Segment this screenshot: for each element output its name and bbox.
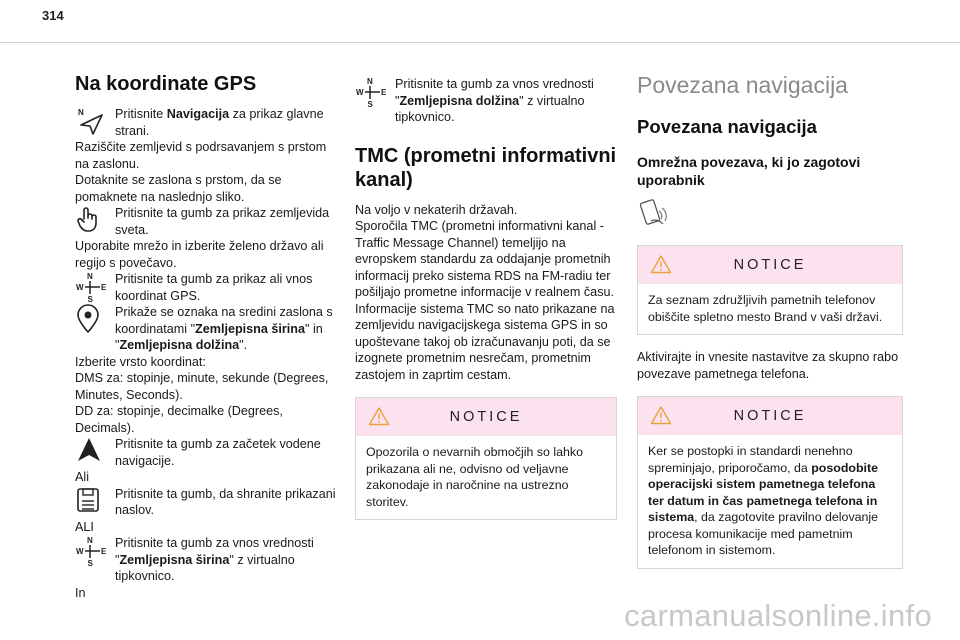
notice-body: Opozorila o nevarnih območjih so lahko prikazana ali ne, odvisno od veljavne zakonodaje in naročnine na ustrezno storitev. [366, 445, 583, 509]
svg-text:N: N [87, 536, 93, 545]
instruction-longitude-input: N W E S Pritisnite ta gumb za vnos vrednosti "Zemljepisna dolžina" z virtualno tipkovnico. [356, 77, 594, 124]
column-connected-navigation [637, 58, 903, 583]
warning-triangle-icon [650, 254, 672, 274]
svg-text:W: W [356, 88, 364, 97]
paragraph: DD za: stopinje, decimalke (Degrees, Decimals). [75, 404, 283, 435]
instruction-save-address: Pritisnite ta gumb, da shranite prikazani naslov. [75, 486, 343, 519]
paragraph: Na voljo v nekaterih državah. [355, 202, 518, 217]
guidance-arrow-icon [75, 436, 115, 469]
compass-icon [75, 271, 115, 304]
svg-text:S: S [87, 559, 93, 567]
svg-text:E: E [101, 283, 107, 292]
paragraph: In [75, 585, 86, 600]
svg-text:E: E [101, 547, 107, 556]
column-tmc [355, 58, 617, 534]
section-heading-connected: Povezana navigacija [637, 116, 817, 137]
notice-header [638, 246, 902, 284]
instruction-start-guidance: Pritisnite ta gumb za začetek vodene navigacije. [75, 436, 343, 469]
location-pin-icon [75, 304, 115, 337]
instruction-navigation: N Pritisnite Navigacija za prikaz glavne strani. [75, 106, 343, 139]
svg-text:N: N [367, 77, 373, 86]
page-number: 314 [42, 8, 64, 23]
section-heading-tmc: TMC (prometni informativni kanal) [355, 144, 617, 191]
paragraph: Informacije sistema TMC so nato prikazane na zemljevidu navigacijskega sistema GPS in so upoštevane takoj ob izračunavanju poti, da se izognete prometnim nesrečam, prometnim zastojem in zaprtim cestam. [355, 301, 615, 382]
section-heading-gps: Na koordinate GPS [75, 73, 257, 95]
subsection-heading: Omrežna povezava, ki jo zagotovi uporabnik [637, 154, 861, 188]
instruction-latitude-input: N W E S Pritisnite ta gumb za vnos vrednosti "Zemljepisna širina" z virtualno tipkovnico. [76, 536, 314, 583]
svg-text:W: W [76, 283, 84, 292]
compass-icon [75, 535, 115, 568]
paragraph: ALI [75, 519, 94, 534]
notice-box [355, 397, 617, 520]
svg-text:S: S [367, 100, 373, 108]
notice-title: NOTICE [733, 407, 807, 424]
notice-title: NOTICE [449, 408, 523, 425]
paragraph: Uporabite mrežo in izberite želeno državo ali regijo s povečavo. [75, 239, 324, 270]
svg-text:N: N [87, 272, 93, 281]
paragraph: Dotaknite se zaslona s prstom, da se pomaknete na naslednjo sliko. [75, 173, 282, 204]
paragraph: Izberite vrsto koordinat: [75, 354, 206, 369]
notice-box [637, 396, 903, 569]
smartphone-icon [637, 197, 903, 231]
svg-text:E: E [381, 88, 387, 97]
header-divider [0, 42, 960, 43]
paragraph: Aktivirajte in vnesite nastavitve za skupno rabo povezave pametnega telefona. [637, 350, 899, 381]
svg-text:W: W [76, 547, 84, 556]
svg-text:S: S [87, 295, 93, 303]
svg-text:N: N [78, 108, 84, 117]
paragraph: Ali [75, 470, 89, 484]
notice-title: NOTICE [733, 256, 807, 273]
instruction-location-marker: Prikaže se oznaka na sredini zaslona s koordinatami "Zemljepisna širina" in "Zemljepisna dolžina". [75, 304, 343, 354]
notice-header [638, 397, 902, 435]
navigation-arrow-icon [75, 106, 115, 139]
paragraph: Raziščite zemljevid s podrsavanjem s prstom na zaslonu. [75, 140, 327, 171]
chapter-title: Povezana navigacija [637, 72, 848, 98]
column-gps-coordinates [75, 58, 343, 601]
watermark: carmanualsonline.info [624, 598, 932, 633]
hand-touch-icon [75, 205, 115, 238]
notice-box [637, 245, 903, 335]
warning-triangle-icon [650, 405, 672, 425]
instruction-gps-input: N W E S Pritisnite ta gumb za prikaz ali vnos koordinat GPS. [76, 272, 313, 303]
instruction-world-map: Pritisnite ta gumb za prikaz zemljevida sveta. [75, 205, 343, 238]
compass-icon [355, 76, 395, 109]
paragraph: DMS za: stopinje, minute, sekunde (Degrees, Minutes, Seconds). [75, 371, 329, 402]
notice-body: Za seznam združljivih pametnih telefonov obiščite spletno mesto Brand v vaši državi. [648, 293, 883, 324]
notice-body: Ker se postopki in standardi nenehno spreminjajo, priporočamo, da posodobite operacijski sistem pametnega telefona ter datum in čas pametnega telefona in sistema, da zagotovite pravilno delovanje procesa komunikacije med pametnim telefonom in sistemom. [648, 444, 879, 557]
save-icon [75, 486, 115, 519]
warning-triangle-icon [368, 406, 390, 426]
paragraph: Sporočila TMC (prometni informativni kanal - Traffic Message Channel) temeljijo na evropskem standardu za oddajanje prometnih informacij preko sistema RDS na FM-radiu ter pošiljajo prometne informacije v realnem času. [355, 219, 614, 299]
notice-header [356, 398, 616, 436]
